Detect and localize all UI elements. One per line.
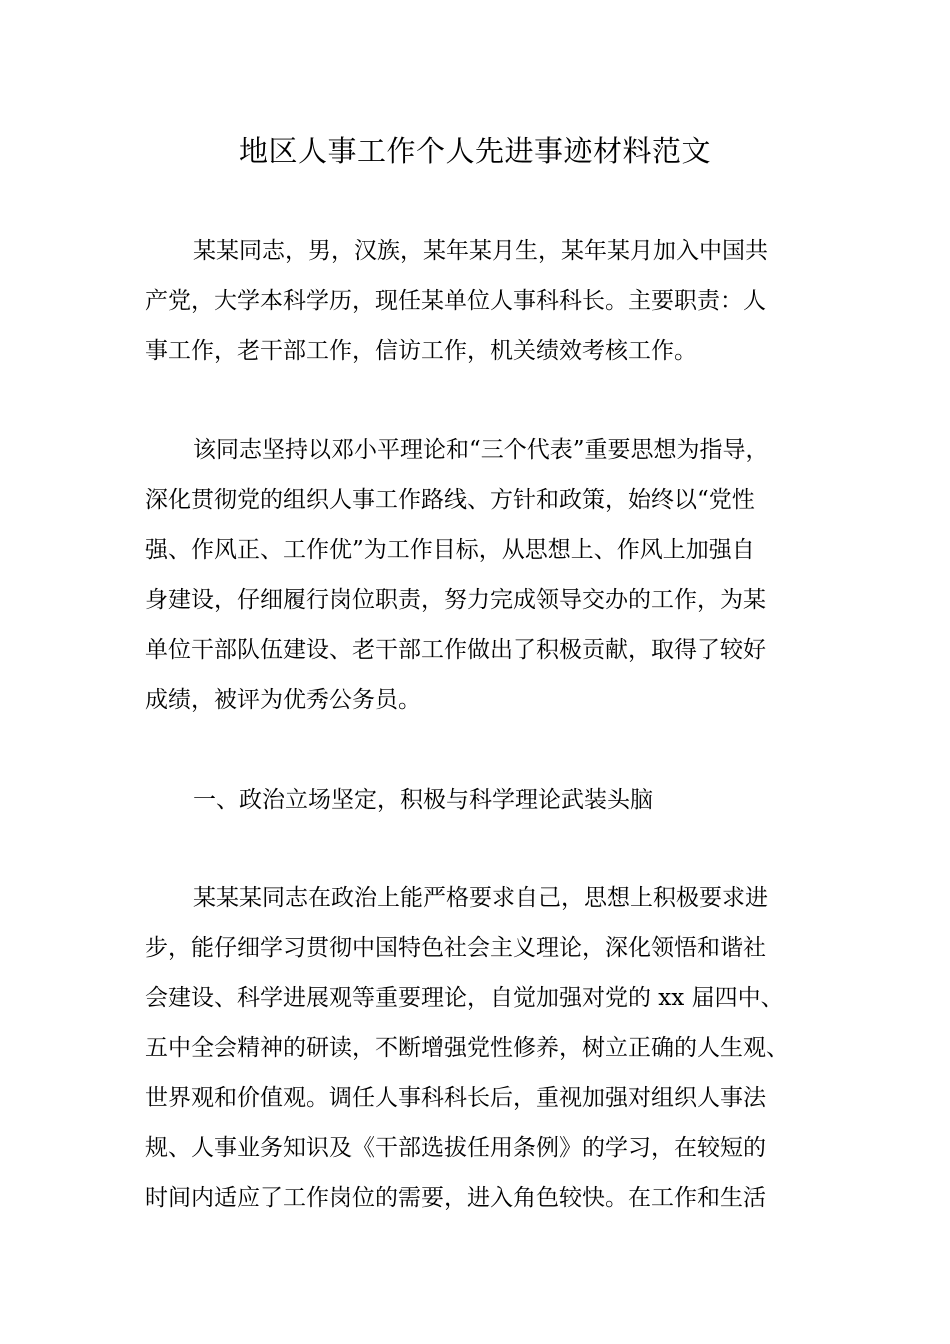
paragraph-line: 深化贯彻党的组织人事工作路线、方针和政策，始终以“党性 [145, 487, 755, 513]
paragraph-line: 会建设、科学进展观等重要理论，自觉加强对党的 xx 届四中、 [145, 985, 784, 1011]
paragraph-line: 产党，大学本科学历，现任某单位人事科科长。主要职责：人 [145, 288, 766, 314]
paragraph-line: 事工作，老干部工作，信访工作，机关绩效考核工作。 [145, 338, 697, 364]
paragraph-summary [145, 425, 820, 725]
paragraph-intro [145, 226, 820, 376]
paragraph-line: 单位干部队伍建设、老干部工作做出了积极贡献，取得了较好 [145, 637, 766, 663]
paragraph-line: 步，能仔细学习贯彻中国特色社会主义理论，深化领悟和谐社 [145, 935, 766, 961]
paragraph-line: 身建设，仔细履行岗位职责，努力完成领导交办的工作，为某 [145, 587, 766, 613]
paragraph-line: 规、人事业务知识及《干部选拔任用条例》的学习，在较短的 [145, 1135, 766, 1161]
paragraph-line: 时间内适应了工作岗位的需要，进入角色较快。在工作和生活 [145, 1185, 766, 1211]
paragraph-line: 世界观和价值观。调任人事科科长后，重视加强对组织人事法 [145, 1085, 766, 1111]
section-heading-text: 一、政治立场坚定，积极与科学理论武装头脑 [193, 787, 653, 813]
paragraph-line: 某某某同志在政治上能严格要求自己，思想上积极要求进 [193, 885, 768, 911]
section-heading [145, 775, 820, 825]
document-title: 地区人事工作个人先进事迹材料范文 [238, 134, 711, 168]
paragraph-line: 五中全会精神的研读，不断增强党性修养，树立正确的人生观、 [145, 1035, 789, 1061]
paragraph-line: 该同志坚持以邓小平理论和“三个代表”重要思想为指导， [193, 437, 769, 463]
paragraph-section-one [145, 873, 820, 1223]
paragraph-line: 某某同志，男，汉族，某年某月生，某年某月加入中国共 [193, 238, 768, 264]
paragraph-line: 强、作风正、工作优”为工作目标，从思想上、作风上加强自 [145, 537, 755, 563]
paragraph-line: 成绩，被评为优秀公务员。 [145, 687, 421, 713]
